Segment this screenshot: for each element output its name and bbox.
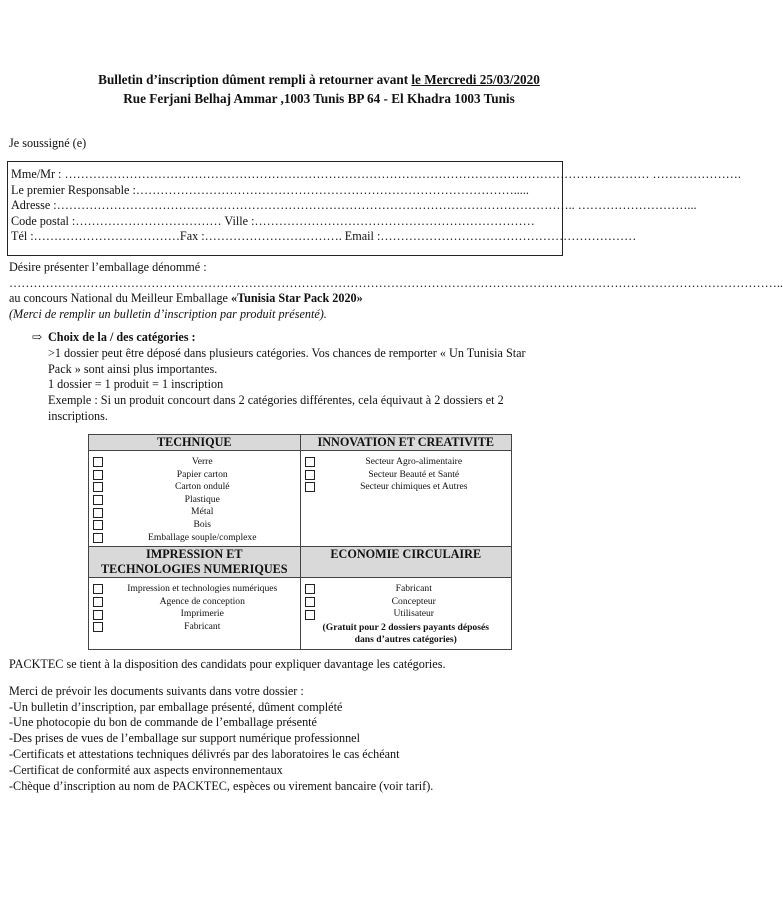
- checkbox-icon[interactable]: [93, 584, 103, 594]
- checkbox-icon[interactable]: [305, 610, 315, 620]
- mme-mr-field[interactable]: Mme/Mr : ……………………………………………………………………………………………………………………………… ………………….: [11, 167, 741, 181]
- concours-name: «Tunisia Star Pack 2020»: [231, 291, 363, 306]
- choice-paragraph-1: >1 dossier peut être déposé dans plusieurs catégories. Vos chances de remporter « Un Tunisia Star: [48, 345, 526, 360]
- category-option[interactable]: Fabricant: [93, 621, 298, 634]
- checkbox-icon[interactable]: [305, 597, 315, 607]
- packaging-section: [9, 260, 783, 322]
- choice-paragraph-2: 1 dossier = 1 produit = 1 inscription: [48, 377, 224, 392]
- economie-cell: [300, 578, 512, 650]
- document-item: -Des prises de vues de l’emballage sur support numérique professionnel: [9, 731, 360, 746]
- responsable-field[interactable]: Le premier Responsable :………………………………………………………………………………….....: [11, 182, 529, 197]
- form-header: [10, 70, 628, 108]
- soussigne-label: Je soussigné (e): [9, 136, 87, 150]
- choice-paragraph-3: Exemple : Si un produit concourt dans 2 catégories différentes, cela équivaut à 2 dossiers et 2: [48, 393, 504, 408]
- documents-intro: Merci de prévoir les documents suivants dans votre dossier :: [9, 683, 304, 698]
- category-option[interactable]: Concepteur: [305, 596, 510, 609]
- technique-header: TECHNIQUE: [89, 435, 301, 451]
- category-option[interactable]: Papier carton: [93, 469, 298, 482]
- header-deadline-date: le Mercredi 25/03/2020: [411, 72, 540, 87]
- category-option[interactable]: Utilisateur: [305, 608, 510, 621]
- category-option[interactable]: Imprimerie: [93, 608, 298, 621]
- category-option[interactable]: Verre: [93, 456, 298, 469]
- checkbox-icon[interactable]: [93, 533, 103, 543]
- category-choice-title-text: Choix de la / des catégories :: [48, 330, 196, 344]
- identity-box: [7, 161, 741, 256]
- checkbox-icon[interactable]: [93, 622, 103, 632]
- concours-line: [9, 291, 569, 307]
- choice-paragraph-1b: Pack » sont ainsi plus importantes.: [48, 361, 218, 376]
- checkbox-icon[interactable]: [305, 584, 315, 594]
- checkbox-icon[interactable]: [93, 597, 103, 607]
- adresse-field[interactable]: Adresse :……………………………………………………………………………………………………………….. ………………………...: [11, 198, 697, 213]
- checkbox-icon[interactable]: [93, 457, 103, 467]
- code-postal-ville-field[interactable]: Code postal :……………………………… Ville :……………………………………………………………: [11, 213, 535, 228]
- footer-section: [9, 657, 609, 794]
- one-form-per-product-note: (Merci de remplir un bulletin d’inscription par produit présenté).: [9, 306, 327, 321]
- innovation-cell: [300, 451, 512, 547]
- economie-free-note: (Gratuit pour 2 dossiers payants déposés dans d’autres catégories): [322, 621, 489, 645]
- checkbox-icon[interactable]: [93, 520, 103, 530]
- document-item: -Une photocopie du bon de commande de l’emballage présenté: [9, 715, 317, 730]
- category-option[interactable]: Bois: [93, 519, 298, 532]
- checkbox-icon[interactable]: [305, 457, 315, 467]
- category-choice-section: [32, 330, 572, 425]
- header-line-1: [10, 70, 628, 89]
- category-option[interactable]: Impression et technologies numériques: [93, 583, 298, 596]
- checkbox-icon[interactable]: [305, 482, 315, 492]
- category-option[interactable]: Plastique: [93, 494, 298, 507]
- category-option[interactable]: Agence de conception: [93, 596, 298, 609]
- checkbox-icon[interactable]: [93, 508, 103, 518]
- document-item: -Certificat de conformité aux aspects environnementaux: [9, 762, 283, 777]
- economie-header: ECONOMIE CIRCULAIRE: [300, 547, 512, 578]
- technique-cell: [89, 451, 301, 547]
- checkbox-icon[interactable]: [93, 495, 103, 505]
- desire-label: Désire présenter l’emballage dénommé :: [9, 260, 207, 274]
- category-option[interactable]: Emballage souple/complexe: [93, 532, 298, 545]
- packtec-info: PACKTEC se tient à la disposition des candidats pour expliquer davantage les catégories.: [9, 657, 446, 671]
- checkbox-icon[interactable]: [93, 610, 103, 620]
- checkbox-icon[interactable]: [305, 470, 315, 480]
- category-option[interactable]: Métal: [93, 506, 298, 519]
- document-item: -Certificats et attestations techniques délivrés par des laboratoires le cas échéant: [9, 746, 400, 761]
- right-arrow-icon: ⇨: [32, 330, 43, 344]
- concours-prefix: au concours National du Meilleur Emballage: [9, 291, 232, 306]
- category-option[interactable]: Secteur Agro-alimentaire: [305, 456, 510, 469]
- header-deadline-prefix: Bulletin d’inscription dûment rempli à retourner avant: [98, 72, 412, 87]
- category-option[interactable]: Secteur chimiques et Autres: [305, 481, 510, 494]
- category-option[interactable]: Carton ondulé: [93, 481, 298, 494]
- impression-header: IMPRESSION ET TECHNOLOGIES NUMERIQUES: [89, 547, 301, 578]
- packaging-name-field[interactable]: ………………………………………………………………………………………………………………………………………………………………………..: [9, 275, 783, 290]
- category-option[interactable]: Fabricant: [305, 583, 510, 596]
- category-choice-title: [32, 330, 572, 346]
- categories-table: [88, 434, 512, 650]
- document-item: -Un bulletin d’inscription, par emballage présenté, dûment complété: [9, 699, 343, 714]
- document-item: -Chèque d’inscription au nom de PACKTEC, espèces ou virement bancaire (voir tarif).: [9, 778, 434, 793]
- checkbox-icon[interactable]: [93, 482, 103, 492]
- choice-paragraph-3b: inscriptions.: [48, 408, 108, 423]
- innovation-header: INNOVATION ET CREATIVITE: [300, 435, 512, 451]
- tel-fax-email-field[interactable]: Tél :………………………………Fax :……………………………. Email :………………………………………………………: [11, 229, 637, 244]
- category-option[interactable]: Secteur Beauté et Santé: [305, 469, 510, 482]
- header-address: Rue Ferjani Belhaj Ammar ,1003 Tunis BP 64 - El Khadra 1003 Tunis: [123, 91, 515, 106]
- checkbox-icon[interactable]: [93, 470, 103, 480]
- impression-cell: [89, 578, 301, 650]
